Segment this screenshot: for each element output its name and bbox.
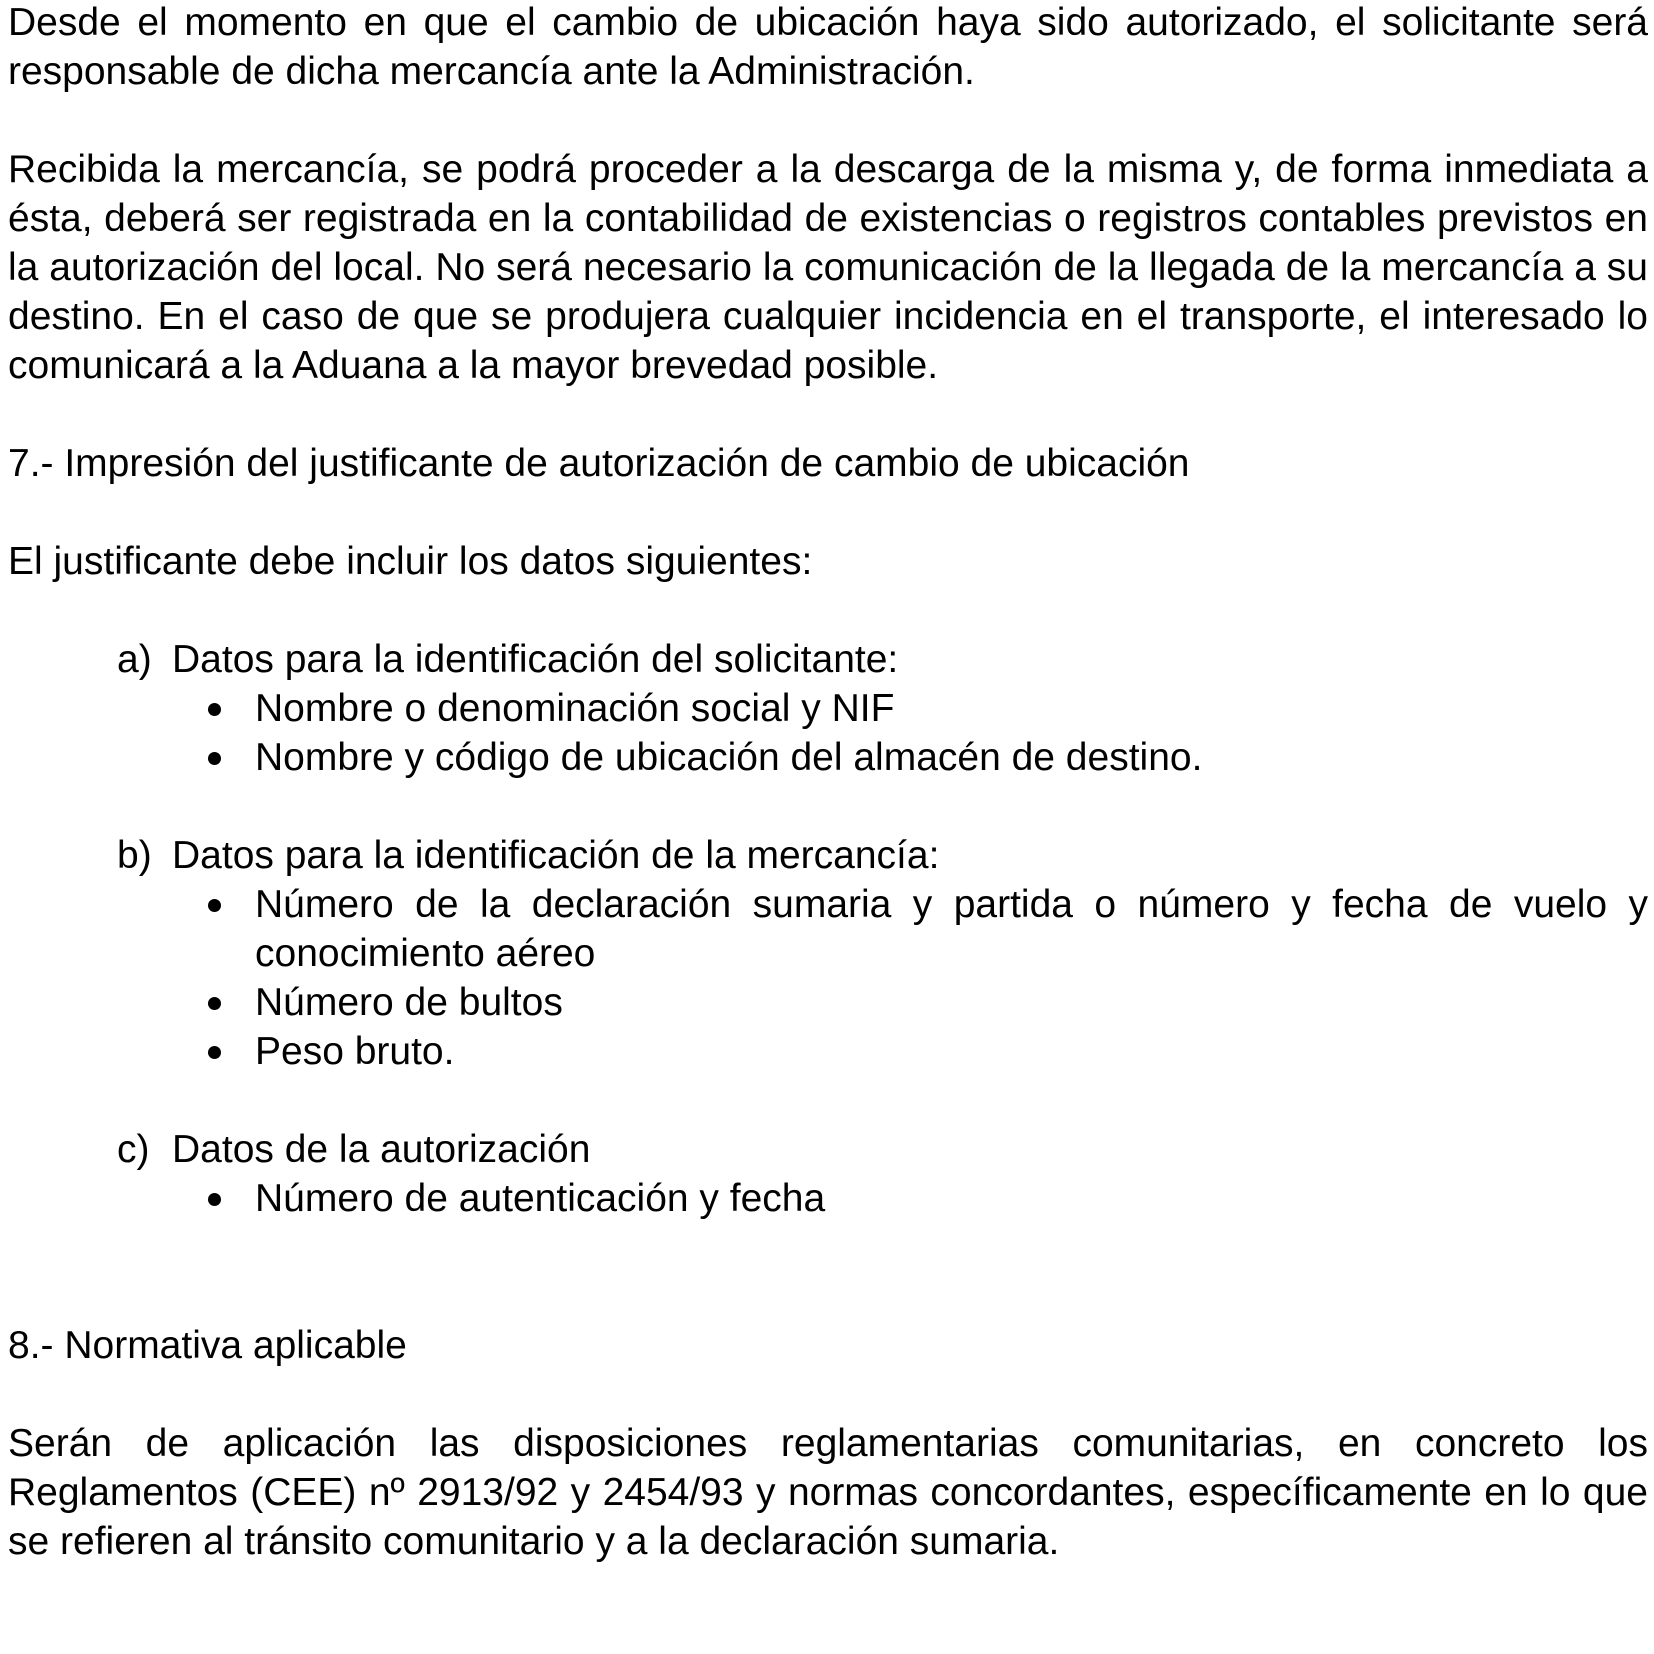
group-c — [8, 1125, 1648, 1223]
group-b-list — [8, 880, 1648, 1076]
list-item-text: Peso bruto. — [255, 1030, 455, 1073]
spacer — [8, 1223, 1648, 1321]
bullet-icon — [208, 752, 221, 765]
spacer — [8, 390, 1648, 439]
list-item-text: Nombre o denominación social y NIF — [255, 687, 895, 730]
list-item-text: Número de autenticación y fecha — [255, 1177, 826, 1220]
bullet-icon — [208, 997, 221, 1010]
list-item-text: Nombre y código de ubicación del almacén de destino. — [255, 736, 1203, 779]
section-8-body: Serán de aplicación las disposiciones reglamentarias comunitarias, en concreto los Reglamentos (CEE) nº 2913/92 y 2454/93 y normas concordantes, específicamente en lo que se refieren al tránsito comunitario y a la declaración sumaria. — [8, 1422, 1648, 1563]
group-b — [8, 831, 1648, 1076]
document-page — [8, 0, 1648, 1566]
spacer — [8, 1370, 1648, 1419]
section-8-heading: 8.- Normativa aplicable — [8, 1324, 407, 1367]
spacer — [8, 96, 1648, 145]
group-c-list — [8, 1174, 1648, 1223]
group-a — [8, 635, 1648, 782]
paragraph-responsibility: Desde el momento en que el cambio de ubicación haya sido autorizado, el solicitante será responsable de dicha mercancía ante la Administración. — [8, 1, 1648, 93]
list-item — [8, 733, 1648, 782]
group-c-label — [8, 1125, 1648, 1174]
group-c-label-text: Datos de la autorización — [172, 1128, 591, 1171]
list-item-text: Número de la declaración sumaria y partida o número y fecha de vuelo y conocimiento aéreo — [255, 883, 1648, 975]
section-7-intro: El justificante debe incluir los datos siguientes: — [8, 540, 813, 583]
spacer — [8, 488, 1648, 537]
group-a-marker: a) — [117, 638, 152, 681]
list-item — [8, 1027, 1648, 1076]
bullet-icon — [208, 1046, 221, 1059]
spacer — [8, 586, 1648, 635]
group-b-marker: b) — [117, 834, 152, 877]
paragraph-reception: Recibida la mercancía, se podrá proceder a la descarga de la misma y, de forma inmediata a ésta, deberá ser registrada en la contabilidad de existencias o registros contables previstos en la autorización del local. No será necesario la comunicación de la llegada de la mercancía a su destino. En el caso de que se produjera cualquier incidencia en el transporte, el interesado lo comunicará a la Aduana a la mayor brevedad posible. — [8, 148, 1648, 387]
spacer — [8, 782, 1648, 831]
group-b-label-text: Datos para la identificación de la mercancía: — [172, 834, 940, 877]
group-a-label — [8, 635, 1648, 684]
list-item-text: Número de bultos — [255, 981, 563, 1024]
group-a-list — [8, 684, 1648, 782]
list-item — [8, 684, 1648, 733]
group-c-marker: c) — [117, 1128, 150, 1171]
bullet-icon — [208, 703, 221, 716]
spacer — [8, 1076, 1648, 1125]
list-item — [8, 880, 1648, 978]
group-a-label-text: Datos para la identificación del solicitante: — [172, 638, 899, 681]
list-item — [8, 1174, 1648, 1223]
list-item — [8, 978, 1648, 1027]
bullet-icon — [208, 1193, 221, 1206]
bullet-icon — [208, 899, 221, 912]
group-b-label — [8, 831, 1648, 880]
section-7-heading: 7.- Impresión del justificante de autorización de cambio de ubicación — [8, 442, 1190, 485]
